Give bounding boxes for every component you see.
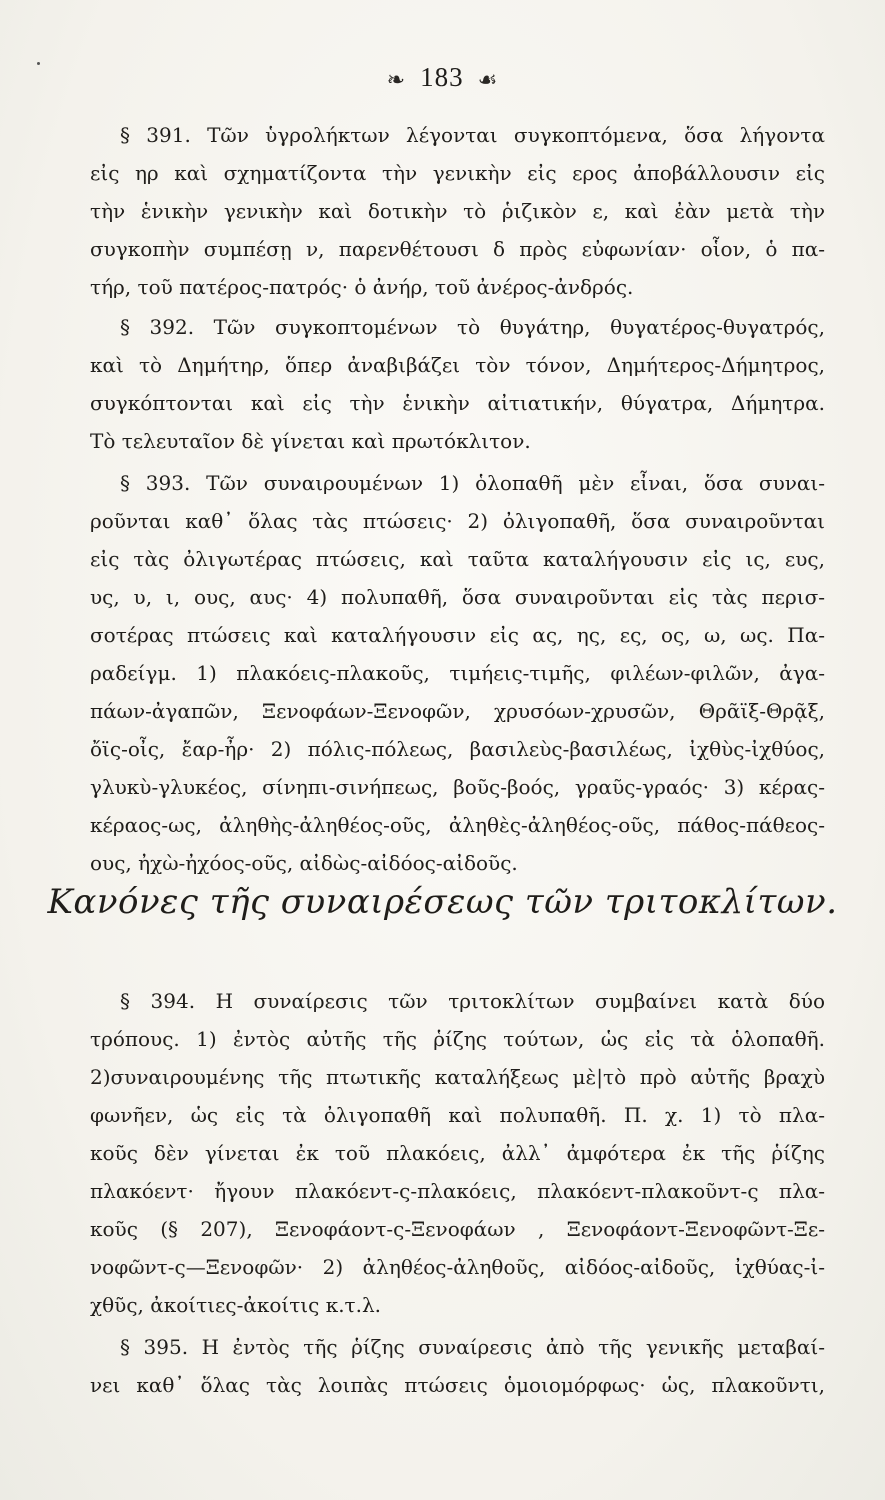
paragraph-391-line: τὴν ἑνικὴν γενικὴν καὶ δοτικὴν τὸ ῥιζικὸν ε, καὶ ἐὰν μετὰ τὴν — [90, 199, 825, 223]
paragraph-395-line: νει καθ᾽ ὅλας τὰς λοιπὰς πτώσεις ὁμοιομόρφως· ὡς, πλακοῦντι, — [90, 1373, 825, 1397]
paragraph-393-line: § 393. Τῶν συναιρουμένων 1) ὁλοπαθῆ μὲν εἶναι, ὅσα συναι- — [120, 471, 825, 495]
paragraph-393-line: εἰς τὰς ὀλιγωτέρας πτώσεις, καὶ ταῦτα καταλήγουσιν εἰς ις, ευς, — [90, 547, 825, 571]
running-head — [0, 62, 885, 93]
paragraph-394-line: πλακόεντ· ἤγουν πλακόεντ-ς-πλακόεις, πλακόεντ-πλακοῦντ-ς πλα- — [90, 1179, 825, 1203]
paragraph-394-line: νοφῶντ-ς—Ξενοφῶν· 2) ἀληθέος-ἀληθοῦς, αἰδόος-αἰδοῦς, ἰχθύας-ἰ- — [90, 1255, 825, 1279]
paragraph-393-line: γλυκὺ-γλυκέος, σίνηπι-σινήπεως, βοῦς-βοός, γραῦς-γραός· 3) κέρας- — [90, 775, 825, 799]
paragraph-394-line: 2)συναιρουμένης τῆς πτωτικῆς καταλήξεως μὲ|τὸ πρὸ αὐτῆς βραχὺ — [90, 1065, 825, 1089]
paragraph-393-line: ὄϊς-οἶς, ἔαρ-ἦρ· 2) πόλις-πόλεως, βασιλεὺς-βασιλέως, ἰχθὺς-ἰχθύος, — [90, 737, 825, 761]
paragraph-392-line: συγκόπτονται καὶ εἰς τὴν ἑνικὴν αἰτιατικήν, θύγατρα, Δήμητρα. — [90, 391, 825, 415]
paragraph-391-line: § 391. Τῶν ὑγρολήκτων λέγονται συγκοπτόμενα, ὅσα λήγοντα — [120, 123, 825, 147]
paragraph-393-line: υς, υ, ι, ους, αυς· 4) πολυπαθῆ, ὅσα συναιροῦνται εἰς τὰς περισ- — [90, 585, 825, 609]
paragraph-393-line: ους, ἠχὼ-ἠχόος-οῦς, αἰδὼς-αἰδόος-αἰδοῦς. — [90, 851, 518, 875]
paragraph-391-line: τήρ, τοῦ πατέρος-πατρός· ὁ ἀνήρ, τοῦ ἀνέρος-ἀνδρός. — [90, 275, 634, 299]
paragraph-392-line: καὶ τὸ Δημήτηρ, ὅπερ ἀναβιβάζει τὸν τόνον, Δημήτερος-Δήμητρος, — [90, 353, 825, 377]
paragraph-395-line: § 395. Η ἐντὸς τῆς ῥίζης συναίρεσις ἀπὸ τῆς γενικῆς μεταβαί- — [120, 1335, 825, 1359]
paragraph-392-line: Τὸ τελευταῖον δὲ γίνεται καὶ πρωτόκλιτον. — [90, 429, 531, 453]
paragraph-394-line: φωνῆεν, ὡς εἰς τὰ ὀλιγοπαθῆ καὶ πολυπαθῆ. Π. χ. 1) τὸ πλα- — [90, 1103, 825, 1127]
ornament-left-icon: ❧ — [386, 66, 407, 92]
paragraph-394-line: χθῦς, ἀκοίτιες-ἀκοίτις κ.τ.λ. — [90, 1293, 382, 1317]
page-number: 183 — [420, 62, 464, 92]
paragraph-393-line: κέραος-ως, ἀληθὴς-ἀληθέος-οῦς, ἀληθὲς-ἀληθέος-οῦς, πάθος-πάθεος- — [90, 813, 825, 837]
paragraph-394-line: κοῦς (§ 207), Ξενοφάοντ-ς-Ξενοφάων , Ξενοφάοντ-Ξενοφῶντ-Ξε- — [90, 1217, 825, 1241]
paragraph-394-line: τρόπους. 1) ἐντὸς αὐτῆς τῆς ῥίζης τούτων, ὡς εἰς τὰ ὁλοπαθῆ. — [90, 1027, 825, 1051]
section-heading: Κανόνες τῆς συναιρέσεως τῶν τριτοκλίτων. — [47, 882, 838, 922]
paragraph-391-line: συγκοπὴν συμπέσῃ ν, παρενθέτουσι δ πρὸς εὐφωνίαν· οἷον, ὁ πα- — [90, 237, 825, 261]
paragraph-391-line: εἰς ηρ καὶ σχηματίζοντα τὴν γενικὴν εἰς ερος ἀποβάλλουσιν εἰς — [90, 161, 825, 185]
paragraph-394-line: § 394. Η συναίρεσις τῶν τριτοκλίτων συμβαίνει κατὰ δύο — [120, 989, 825, 1013]
paragraph-394-line: κοῦς δὲν γίνεται ἐκ τοῦ πλακόεις, ἀλλ᾽ ἀμφότερα ἐκ τῆς ῥίζης — [90, 1141, 825, 1165]
paragraph-392-line: § 392. Τῶν συγκοπτομένων τὸ θυγάτηρ, θυγατέρος-θυγατρός, — [120, 315, 825, 339]
paragraph-393-line: πάων-ἀγαπῶν, Ξενοφάων-Ξενοφῶν, χρυσόων-χρυσῶν, Θρᾶϊξ-Θρᾷξ, — [90, 699, 825, 723]
paragraph-393-line: σοτέρας πτώσεις καὶ καταλήγουσιν εἰς ας, ης, ες, ος, ω, ως. Πα- — [90, 623, 825, 647]
ornament-right-icon: ☙ — [477, 66, 499, 92]
paragraph-393-line: ραδείγμ. 1) πλακόεις-πλακοῦς, τιμήεις-τιμῆς, φιλέων-φιλῶν, ἀγα- — [90, 661, 825, 685]
paragraph-393-line: ροῦνται καθ᾽ ὅλας τὰς πτώσεις· 2) ὀλιγοπαθῆ, ὅσα συναιροῦνται — [90, 509, 825, 533]
